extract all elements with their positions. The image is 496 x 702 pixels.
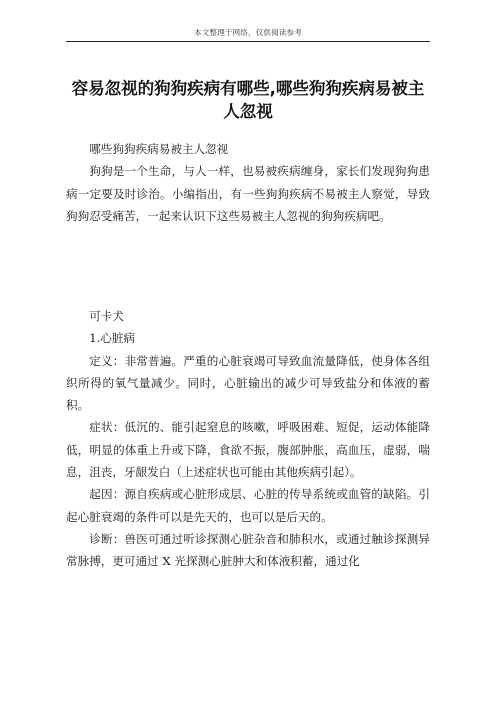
intro-paragraph: 狗狗是一个生命，与人一样，也易被疾病缠身，家长们发现狗狗患病一定要及时诊治。小编指出，有一些狗狗疾病不易被主人察觉，导致狗狗忍受痛苦，一起来认识下这些易被主人忽视的狗狗疾病吧。 [66,164,430,223]
header-divider [66,41,430,42]
intro-block [66,138,430,227]
disease-heading: 1.心脏病 [89,331,136,346]
breed-heading: 可卡犬 [89,309,124,323]
definition-paragraph: 定义：非常普遍。严重的心脏衰竭可导致血流量降低，使身体各组织所得的氧气量减少。同时，心脏输出的减少可导致盐分和体液的蓄积。 [66,353,430,413]
page-title: 容易忽视的狗狗疾病有哪些,哪些狗狗疾病易被主人忽视 [71,79,425,121]
header-note: 本文整理于网络，仅供阅读参考 [194,28,302,37]
symptoms-paragraph: 症状：低沉的、能引起窒息的咳嗽，呼吸困难、短促，运动体能降低，明显的体重上升或下降，食欲不振，腹部肿胀，高血压，虚弱，喘息，沮丧，牙龈发白（上述症状也可能由其他疾病引起）。 [66,420,430,480]
diagnosis-paragraph: 诊断：兽医可通过听诊探测心脏杂音和肺积水，或通过触诊探测异常脉搏，更可通过 X 光探测心脏肿大和体液积蓄，通过化 [66,531,430,569]
cause-paragraph: 起因：源自疾病或心脏形成层、心脏的传导系统或血管的缺陷。引起心脏衰竭的条件可以是先天的，也可以是后天的。 [66,487,430,524]
section-block [66,305,430,573]
intro-subtitle: 哪些狗狗疾病易被主人忽视 [89,142,229,156]
